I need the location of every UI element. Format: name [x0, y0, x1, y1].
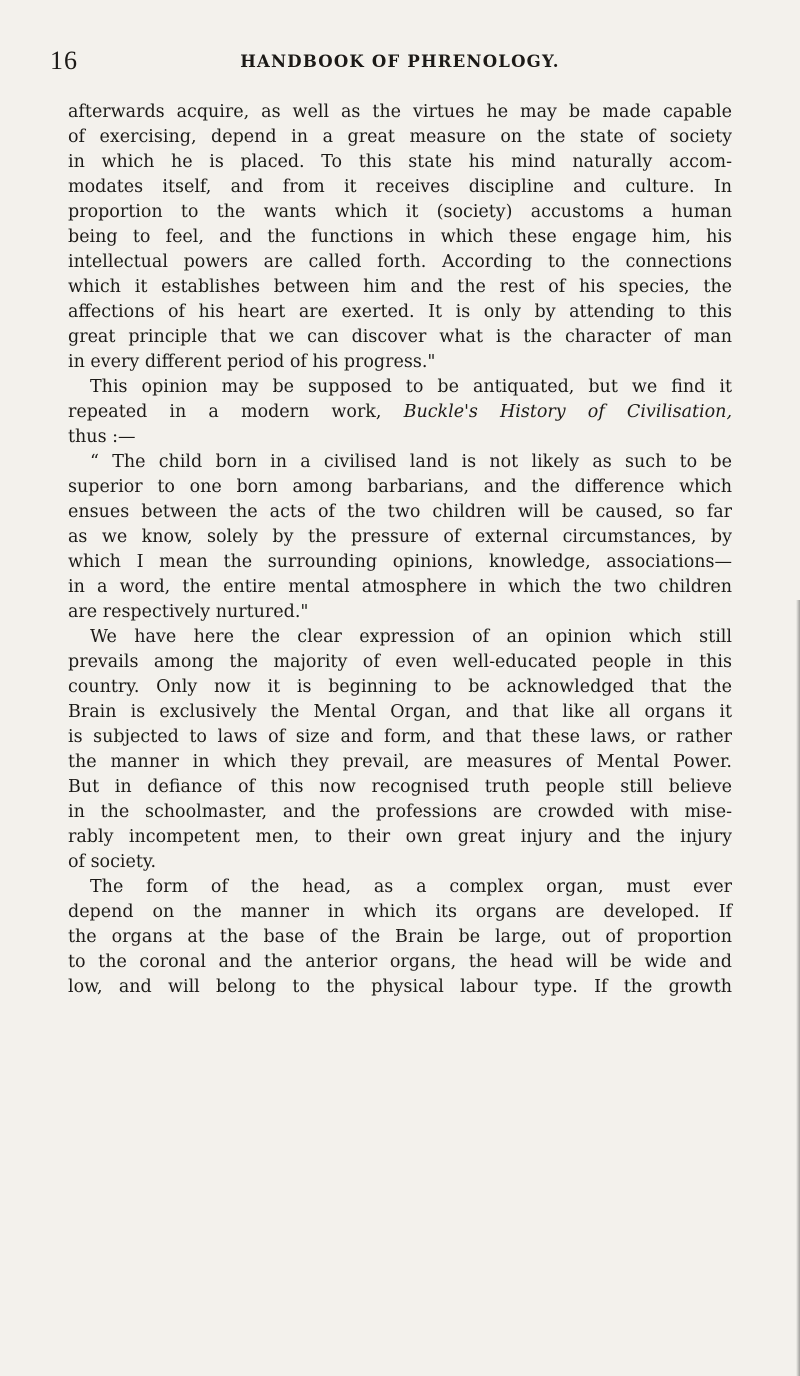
- text-line: thus :—: [68, 427, 136, 447]
- text-line: in a word, the entire mental atmosphere in which the two children: [68, 577, 732, 597]
- text-line: prevails among the majority of even well-educated people in this: [68, 652, 732, 672]
- text-fragment: repeated in a modern work,: [68, 402, 404, 422]
- page-number: 16: [50, 46, 78, 75]
- running-head: HANDBOOK OF PHRENOLOGY.: [240, 52, 560, 71]
- paragraph-start: We have here the clear expression of an opinion which still: [90, 627, 732, 647]
- text-line: which I mean the surrounding opinions, knowledge, associations—: [68, 552, 732, 572]
- text-line: country. Only now it is beginning to be acknowledged that the: [68, 677, 732, 697]
- text-line: depend on the manner in which its organs are developed. If: [68, 902, 732, 922]
- text-line: great principle that we can discover what is the character of man: [68, 327, 732, 347]
- text-line: being to feel, and the functions in which these engage him, his: [68, 227, 732, 247]
- text-line: rably incompetent men, to their own great injury and the injury: [68, 827, 732, 847]
- text-line: is subjected to laws of size and form, and that these laws, or rather: [68, 727, 732, 747]
- text-line: But in defiance of this now recognised truth people still believe: [68, 777, 732, 797]
- quote-start: “ The child born in a civilised land is not likely as such to be: [90, 452, 732, 472]
- text-line: as we know, solely by the pressure of external circumstances, by: [68, 527, 732, 547]
- text-line: of society.: [68, 852, 157, 872]
- text-line: modates itself, and from it receives discipline and culture. In: [68, 177, 732, 197]
- text-line: low, and will belong to the physical labour type. If the growth: [68, 977, 732, 997]
- text-line: the manner in which they prevail, are measures of Mental Power.: [68, 752, 732, 772]
- text-line-with-citation: [68, 400, 732, 425]
- paragraph-start: The form of the head, as a complex organ, must ever: [90, 877, 732, 897]
- text-line: intellectual powers are called forth. According to the connections: [68, 252, 732, 272]
- text-line: proportion to the wants which it (society) accustoms a human: [68, 202, 732, 222]
- text-line: to the coronal and the anterior organs, the head will be wide and: [68, 952, 732, 972]
- text-line: ensues between the acts of the two children will be caused, so far: [68, 502, 732, 522]
- text-line: are respectively nurtured.": [68, 602, 309, 622]
- text-line: afterwards acquire, as well as the virtues he may be made capable: [68, 102, 732, 122]
- text-line: which it establishes between him and the rest of his species, the: [68, 277, 732, 297]
- page-edge-shadow: [796, 600, 800, 1376]
- text-line: in every different period of his progress.": [68, 352, 436, 372]
- text-line: in which he is placed. To this state his mind naturally accom-: [68, 152, 732, 172]
- text-line: in the schoolmaster, and the professions are crowded with mise-: [68, 802, 732, 822]
- body-text: [68, 100, 732, 1000]
- text-line: of exercising, depend in a great measure on the state of society: [68, 127, 732, 147]
- text-line: superior to one born among barbarians, and the difference which: [68, 477, 732, 497]
- text-line: the organs at the base of the Brain be large, out of proportion: [68, 927, 732, 947]
- text-line: Brain is exclusively the Mental Organ, and that like all organs it: [68, 702, 732, 722]
- citation-title: Buckle's History of Civilisation,: [403, 402, 733, 422]
- paragraph-start: This opinion may be supposed to be antiquated, but we find it: [90, 377, 732, 397]
- text-line: affections of his heart are exerted. It is only by attending to this: [68, 302, 732, 322]
